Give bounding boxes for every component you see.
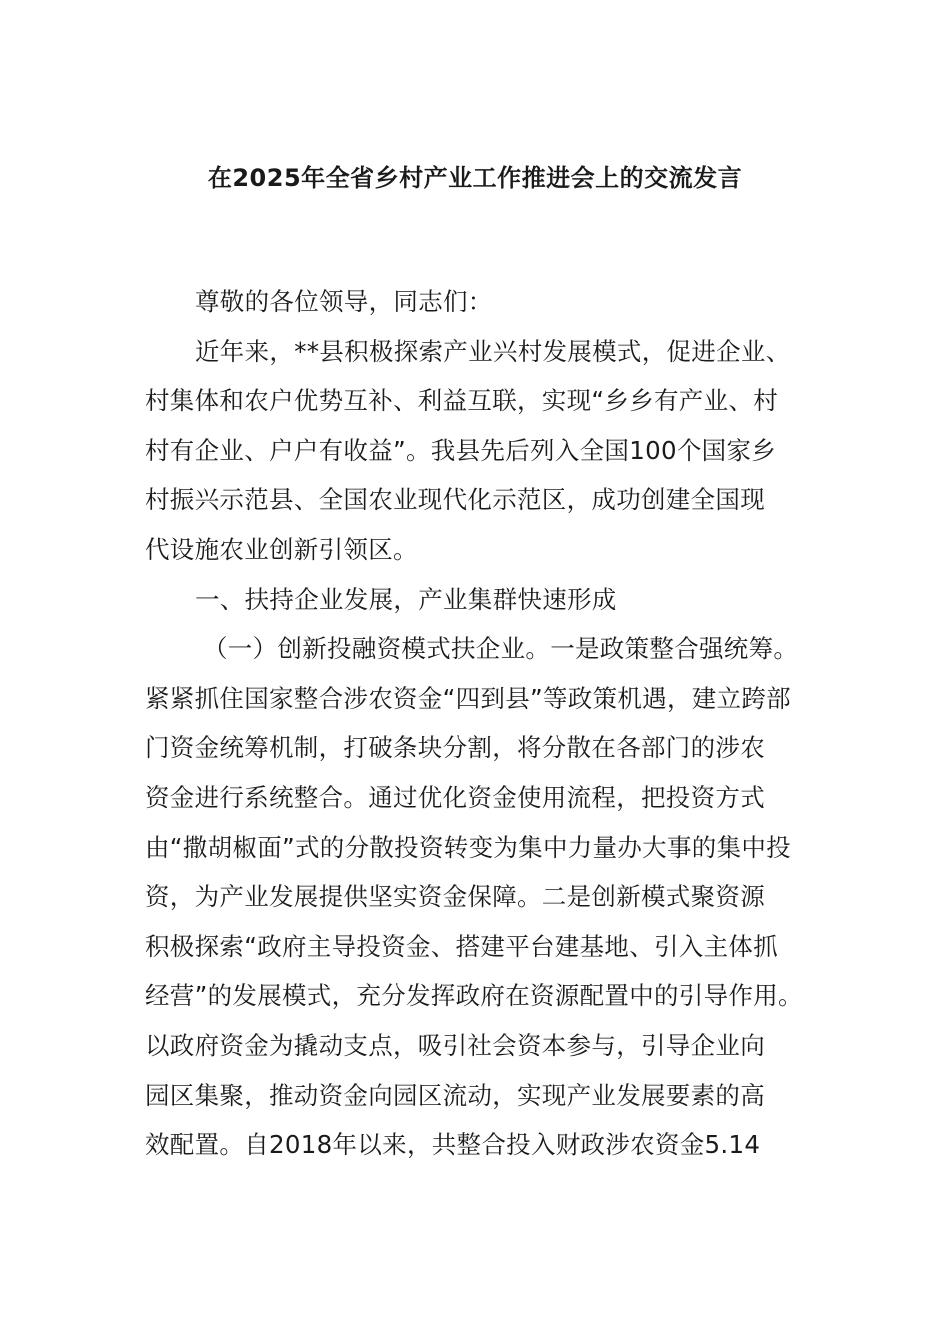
document-title: 在2025年全省乡村产业工作推进会上的交流发言	[207, 164, 743, 192]
paragraph-line: 资，为产业发展提供坚实资金保障。二是创新模式聚资源	[145, 882, 765, 912]
paragraph-line: 园区集聚，推动资金向园区流动，实现产业发展要素的高	[145, 1080, 765, 1110]
salutation-line: 尊敬的各位领导，同志们：	[195, 287, 493, 316]
paragraph-line: 紧紧抓住国家整合涉农资金“四到县”等政策机遇，建立跨部	[145, 683, 791, 713]
section-heading: 一、扶持企业发展，产业集群快速形成	[195, 584, 617, 614]
paragraph-line: 门资金统筹机制，打破条块分割，将分散在各部门的涉农	[145, 733, 765, 763]
subsection-line: （一）创新投融资模式扶企业。一是政策整合强统筹。	[203, 634, 799, 664]
paragraph-line: 以政府资金为撬动支点，吸引社会资本参与，引导企业向	[145, 1030, 765, 1060]
paragraph-line: 村有企业、户户有收益”。我县先后列入全国100个国家乡	[145, 435, 777, 465]
paragraph-line: 村集体和农户优势互补、利益互联，实现“乡乡有产业、村	[145, 386, 778, 416]
paragraph-line: 经营”的发展模式，充分发挥政府在资源配置中的引导作用。	[145, 981, 803, 1011]
paragraph-line: 近年来，**县积极探索产业兴村发展模式，促进企业、	[195, 336, 791, 366]
paragraph-line: 效配置。自2018年以来，共整合投入财政涉农资金5.14	[145, 1130, 761, 1160]
paragraph-line: 代设施农业创新引领区。	[145, 534, 418, 564]
paragraph-line: 积极探索“政府主导投资金、搭建平台建基地、引入主体抓	[145, 931, 778, 961]
document-body	[145, 282, 835, 1175]
paragraph-line: 由“撒胡椒面”式的分散投资转变为集中力量办大事的集中投	[145, 832, 791, 862]
paragraph-line: 村振兴示范县、全国农业现代化示范区，成功创建全国现	[145, 485, 765, 515]
paragraph-line: 资金进行系统整合。通过优化资金使用流程，把投资方式	[145, 782, 765, 812]
